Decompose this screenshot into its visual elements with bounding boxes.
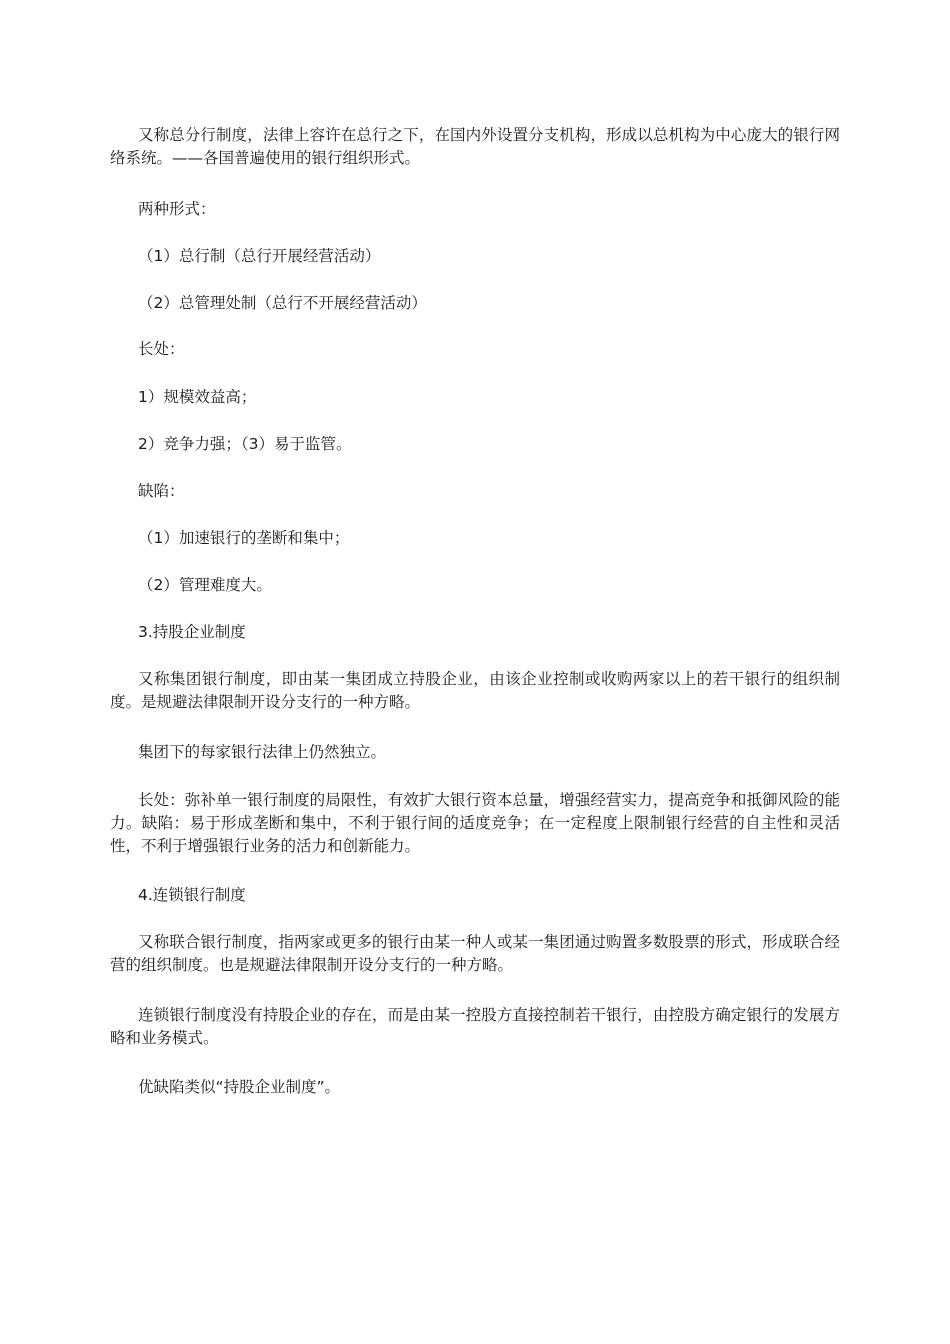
section-4-paragraph-2: 连锁银行制度没有持股企业的存在，而是由某一控股方直接控制若干银行，由控股方确定银行的发展方略和业务模式。 (110, 1006, 840, 1047)
section-4-heading: 4.连锁银行制度 (138, 886, 246, 904)
defect-item-2: （2）管理难度大。 (138, 576, 272, 594)
section-4-paragraph-3: 优缺陷类似“持股企业制度”。 (138, 1078, 341, 1096)
section-3-paragraph-2: 集团下的每家银行法律上仍然独立。 (138, 743, 387, 761)
intro-paragraph: 又称总分行制度，法律上容许在总行之下，在国内外设置分支机构，形成以总机构为中心庞大的银行网络系统。——各国普遍使用的银行组织形式。 (110, 126, 840, 167)
form-item-2: （2）总管理处制（总行不开展经营活动） (138, 294, 427, 312)
section-3-paragraph-1: 又称集团银行制度，即由某一集团成立持股企业，由该企业控制或收购两家以上的若干银行的组织制度。是规避法律限制开设分支行的一种方略。 (110, 670, 840, 711)
advantages-label: 长处： (138, 340, 185, 358)
section-3-heading: 3.持股企业制度 (138, 623, 246, 641)
defect-item-1: （1）加速银行的垄断和集中； (138, 529, 350, 547)
section-3-paragraph-3: 长处：弥补单一银行制度的局限性，有效扩大银行资本总量，增强经营实力，提高竞争和抵御风险的能力。缺陷：易于形成垄断和集中，不利于银行间的适度竞争；在一定程度上限制银行经营的自主性和灵活性，不利于增强银行业务的活力和创新能力。 (110, 791, 840, 855)
forms-label: 两种形式： (138, 200, 216, 218)
advantage-item-2: 2）竞争力强；（3）易于监管。 (138, 435, 352, 453)
defects-label: 缺陷： (138, 482, 185, 500)
section-4-paragraph-1: 又称联合银行制度，指两家或更多的银行由某一种人或某一集团通过购置多数股票的形式，形成联合经营的组织制度。也是规避法律限制开设分支行的一种方略。 (110, 933, 840, 974)
form-item-1: （1）总行制（总行开展经营活动） (138, 247, 381, 265)
advantage-item-1: 1）规模效益高； (138, 388, 257, 406)
